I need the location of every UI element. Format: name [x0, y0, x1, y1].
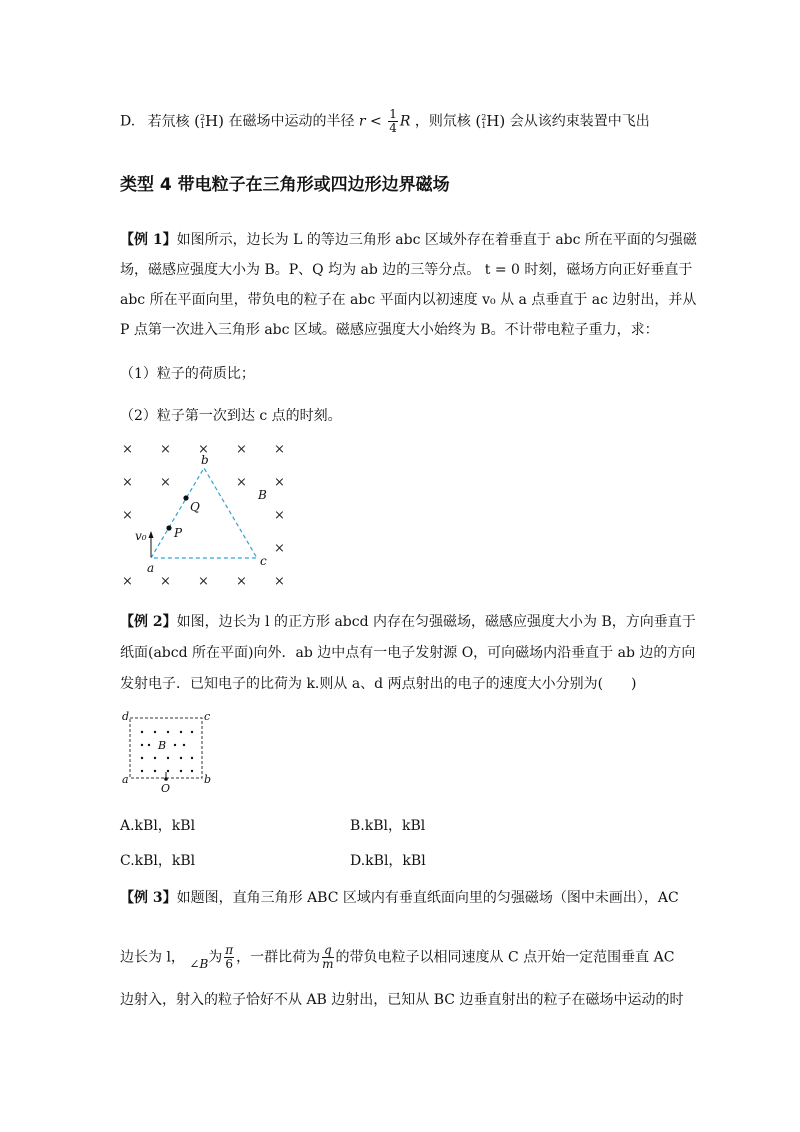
- option-d-text-4: 会从该约束装置中飞出: [509, 113, 650, 130]
- ex3-text-2c: ，一群比荷为: [236, 949, 321, 966]
- label-field-b: B: [158, 739, 167, 752]
- mass-number: 2: [481, 112, 487, 122]
- field-cross: ×: [198, 574, 209, 589]
- ex1-question-2: （2）粒子第一次到达 c 点的时刻。: [120, 408, 342, 424]
- label-o: O: [161, 782, 171, 794]
- fraction-numerator: π: [225, 943, 234, 957]
- field-cross: ×: [122, 475, 133, 490]
- option-d-text-1: 若氘核: [147, 113, 190, 130]
- deuteron-symbol-2: (2 1H): [475, 111, 506, 130]
- fraction-pi-six: [224, 944, 234, 971]
- ex1-line-1: [120, 230, 697, 250]
- atomic-number: 1: [481, 120, 487, 130]
- label-q: Q: [190, 500, 200, 514]
- field-cross: ×: [198, 442, 209, 457]
- fraction-denominator: 6: [225, 957, 234, 971]
- fraction-numerator: 1: [389, 107, 397, 121]
- field-cross: ×: [122, 508, 133, 523]
- ex1-tag: 【例 1】: [120, 232, 177, 248]
- ex1-triangle-figure: [110, 435, 300, 590]
- ex2-line-3: 发射电子．已知电子的比荷为 k.则从 a、d 两点射出的电子的速度大小分别为( ): [120, 676, 637, 692]
- option-d-text-2: 在磁场中运动的半径: [228, 113, 355, 130]
- label-c: c: [260, 554, 267, 568]
- field-cross: ×: [236, 475, 247, 490]
- ex3-line-3: 边射入，射入的粒子恰好不从 AB 边射出，已知从 BC 边垂直射出的粒子在磁场中运动的时: [120, 992, 684, 1008]
- label-b: b: [201, 453, 209, 467]
- ex2-line-1: [120, 612, 696, 632]
- ex2-line-2: 纸面(abcd 所在平面)向外．ab 边中点有一电子发射源 O，可向磁场内沿垂直于 ab 边的方向: [120, 645, 696, 661]
- option-d-line: [120, 108, 650, 135]
- label-p: P: [174, 526, 183, 540]
- field-cross: ×: [274, 508, 285, 523]
- radius-symbol: r: [358, 113, 366, 130]
- mass-number: 2: [199, 112, 206, 122]
- ex2-text-1: 如图，边长为 l 的正方形 abcd 内存在匀强磁场，磁感应强度大小为 B，方向垂直于: [176, 614, 696, 630]
- field-cross: ×: [122, 574, 133, 589]
- ex1-line-2: 场，磁感应强度大小为 B。P、Q 均为 ab 边的三等分点。 t = 0 时刻，磁场方向正好垂直于: [120, 262, 693, 278]
- option-d-label: D.: [120, 113, 136, 130]
- point-q: [183, 495, 188, 500]
- label-c: c: [204, 710, 211, 723]
- label-b: b: [204, 773, 212, 786]
- element-symbol: H: [486, 111, 500, 130]
- ex1-question-1: （1）粒子的荷质比；: [120, 366, 255, 382]
- field-cross: ×: [274, 541, 285, 556]
- ex1-text-1: 如图所示，边长为 L 的等边三角形 abc 区域外存在着垂直于 abc 所在平面的匀强磁: [176, 232, 697, 248]
- fraction-denominator: m: [322, 957, 334, 971]
- label-a: a: [122, 773, 129, 786]
- velocity-arrowhead: [149, 531, 154, 538]
- ex3-text-2b: 为: [208, 949, 223, 966]
- big-r-symbol: R: [399, 113, 411, 130]
- atomic-number: 1: [199, 120, 206, 130]
- source-o: [164, 777, 168, 781]
- ex3-text-2a: 边长为 l，: [120, 949, 185, 966]
- field-cross: ×: [236, 574, 247, 589]
- field-cross: ×: [274, 475, 285, 490]
- section-title: 类型 4 带电粒子在三角形或四边形边界磁场: [120, 175, 450, 195]
- ex1-line-4: P 点第一次进入三角形 abc 区域。磁感应强度大小始终为 B。不计带电粒子重力，求：: [120, 322, 659, 338]
- ex2-tag: 【例 2】: [120, 614, 177, 630]
- point-p: [166, 525, 171, 530]
- ex3-line-2: [120, 944, 674, 971]
- ex2-option-d: D.kBl，kBl: [350, 853, 426, 869]
- label-a: a: [147, 561, 155, 575]
- ex3-line-1: [120, 888, 679, 908]
- ex3-text-1: 如题图，直角三角形 ABC 区域内有垂直纸面向里的匀强磁场（图中未画出），AC: [176, 890, 679, 906]
- fraction-numerator: q: [324, 943, 332, 957]
- field-cross: ×: [274, 442, 285, 457]
- field-cross: ×: [236, 442, 247, 457]
- element-symbol: H: [205, 111, 219, 130]
- field-dots: [141, 731, 193, 772]
- less-than: <: [365, 113, 387, 130]
- field-cross: ×: [274, 574, 285, 589]
- fraction-q-m: [322, 944, 333, 971]
- option-d-text-3: ，则氘核: [414, 113, 471, 130]
- ex2-option-c: C.kBl，kBl: [120, 853, 196, 869]
- field-cross: ×: [160, 475, 171, 490]
- fraction-denominator: 4: [389, 121, 397, 135]
- ex2-square-figure: [118, 708, 214, 794]
- ex2-option-b: B.kBl，kBl: [350, 818, 426, 834]
- label-field-b: B: [258, 488, 267, 502]
- ex3-text-2d: 的带负电粒子以相同速度从 C 点开始一定范围垂直 AC: [335, 949, 675, 966]
- fraction-one-quarter: [388, 108, 398, 135]
- ex2-option-a: A.kBl，kBl: [120, 818, 196, 834]
- field-cross: ×: [160, 442, 171, 457]
- ex3-tag: 【例 3】: [120, 890, 177, 906]
- field-cross: ×: [122, 442, 133, 457]
- deuteron-symbol-1: (2 1H): [194, 111, 224, 130]
- ex1-line-3: abc 所在平面向里，带负电的粒子在 abc 平面内以初速度 v₀ 从 a 点垂直于 ac 边射出，并从: [120, 292, 697, 308]
- field-cross: ×: [160, 574, 171, 589]
- label-d: d: [122, 710, 130, 723]
- angle-b: ∠B: [189, 956, 209, 971]
- label-v0: v₀: [135, 529, 147, 543]
